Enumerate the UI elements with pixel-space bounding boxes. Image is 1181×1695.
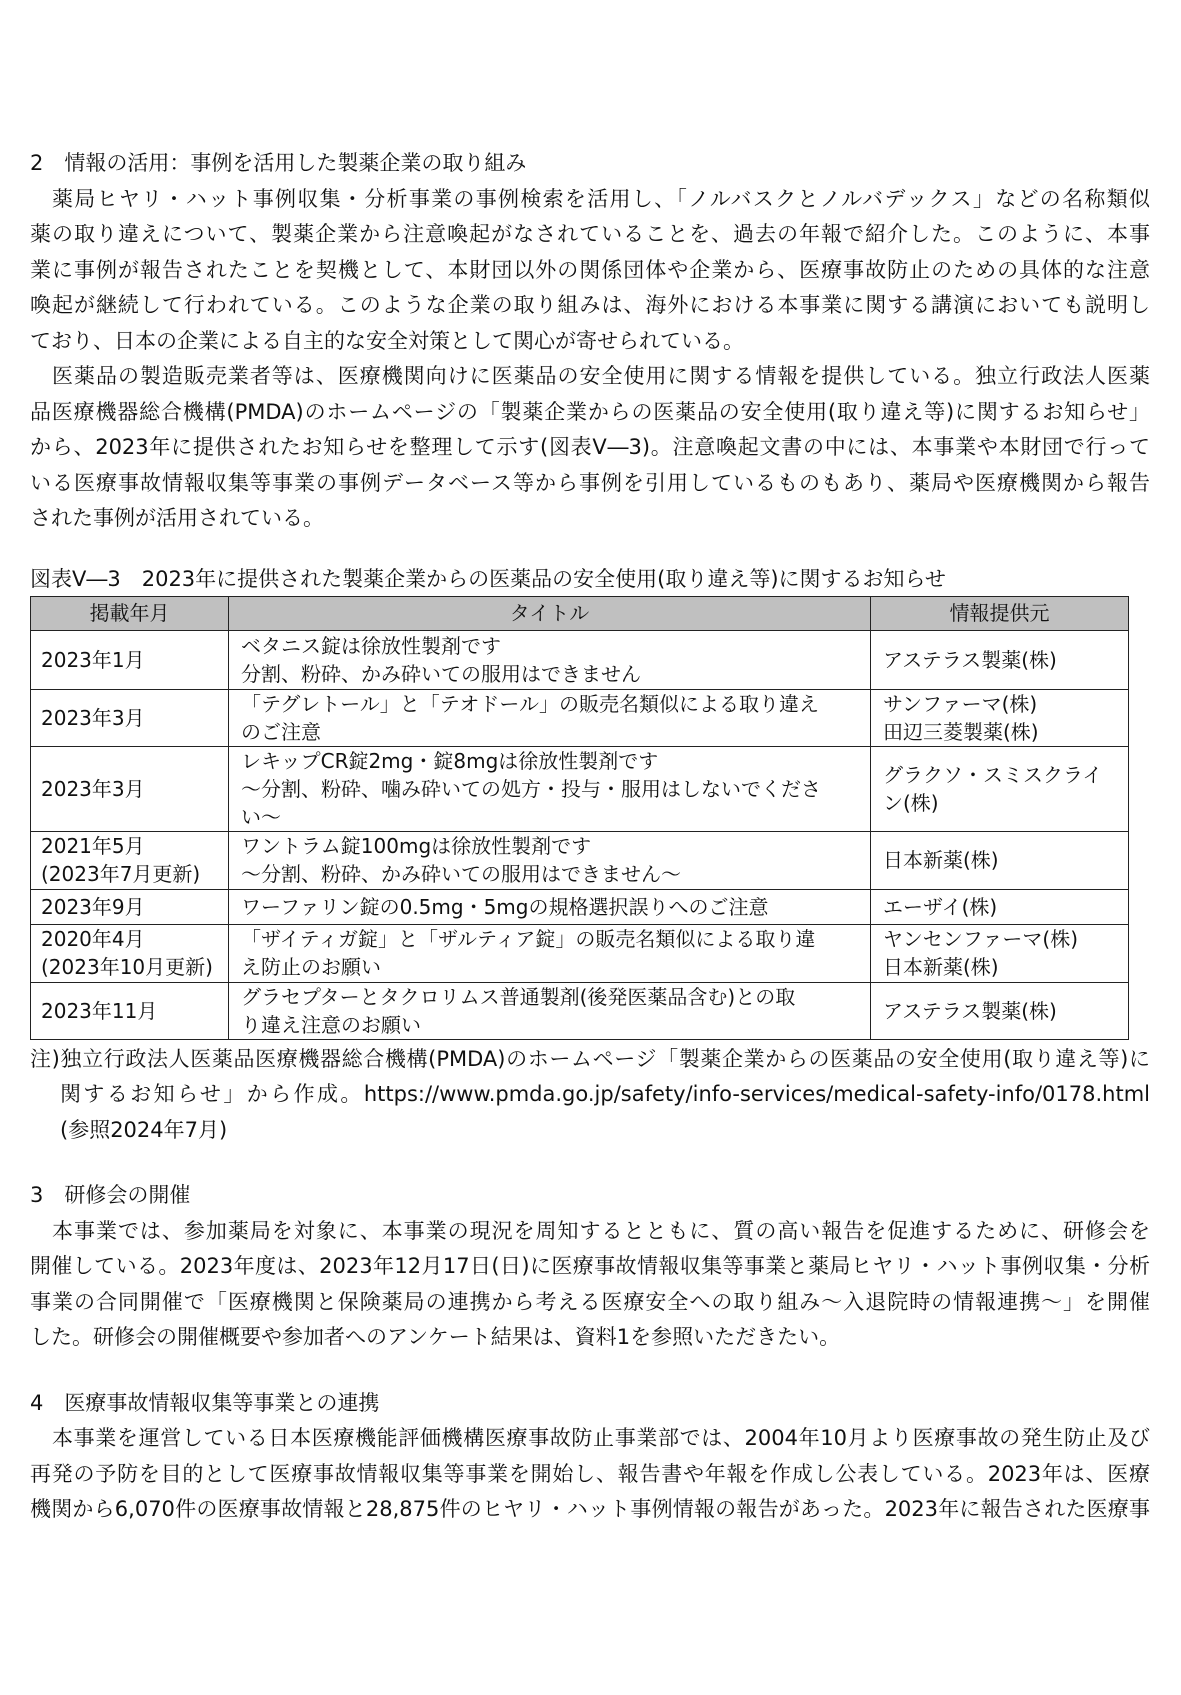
source-cell <box>871 889 1129 924</box>
table-row <box>31 924 1129 982</box>
header-date: 掲載年月 <box>31 596 229 630</box>
table-header-row <box>31 596 1129 630</box>
date-cell <box>31 746 229 831</box>
title-cell-line: レキップCR錠2mg・錠8mgは徐放性製剤です <box>241 748 659 773</box>
section-3-paragraph <box>30 1214 1150 1356</box>
source-cell-line: ヤンセンファーマ(株) <box>883 927 1079 951</box>
section-4-heading: 4 医療事故情報収集等事業との連携 <box>30 1390 380 1415</box>
title-cell-line: え防止のお願い <box>241 955 381 979</box>
text-line: いる医療事故情報収集等事業の事例データベース等から事例を引用しているものもあり、薬局や医療機関から報告 <box>30 470 1150 495</box>
table-row <box>31 630 1129 689</box>
title-cell-line: ベタニス錠は徐放性製剤です <box>241 633 501 658</box>
text-line: 医薬品の製造販売業者等は、医療機関向けに医薬品の安全使用に関する情報を提供している。独立行政法人医薬 <box>52 364 1150 388</box>
section-2-paragraph-1 <box>30 182 1150 360</box>
title-cell <box>229 831 871 889</box>
text-line: ており、日本の企業による自主的な安全対策として関心が寄せられている。 <box>30 328 744 353</box>
title-cell-line: 「テグレトール」と「テオドール」の販売名類似による取り違え <box>241 691 819 716</box>
title-cell-line: ワントラム錠100mgは徐放性製剤です <box>241 834 592 858</box>
source-cell <box>871 831 1129 889</box>
title-cell <box>229 924 871 982</box>
date-cell-line: 2023年9月 <box>41 894 145 919</box>
date-cell <box>31 831 229 889</box>
text-line: された事例が活用されている。 <box>30 506 324 530</box>
title-cell-line: ～分割、粉砕、噛み砕いての処方・投与・服用はしないでくださ <box>241 776 821 801</box>
date-cell-line: 2023年11月 <box>41 998 158 1023</box>
source-cell <box>871 982 1129 1039</box>
text-line: から、2023年に提供されたお知らせを整理して示す(図表Ⅴ―3)。注意喚起文書の中には、本事業や本財団で行って <box>30 435 1150 459</box>
date-cell-line: 2023年1月 <box>41 647 145 672</box>
title-cell-line: 分割、粉砕、かみ砕いての服用はできません <box>241 661 641 686</box>
source-cell-line: 日本新薬(株) <box>883 848 999 872</box>
title-cell <box>229 982 871 1039</box>
source-cell <box>871 630 1129 689</box>
source-cell-line: 田辺三菱製薬(株) <box>883 719 1039 744</box>
source-cell-line: アステラス製薬(株) <box>883 998 1057 1023</box>
source-cell <box>871 689 1129 746</box>
text-line: 本事業を運営している日本医療機能評価機構医療事故防止事業部では、2004年10月より医療事故の発生防止及び <box>52 1426 1150 1450</box>
source-cell-line: グラクソ・スミスクライ <box>883 762 1103 787</box>
title-cell-line: ワーファリン錠の0.5mg・5mgの規格選択誤りへのご注意 <box>241 894 769 919</box>
title-cell-line: り違え注意のお願い <box>241 1012 421 1037</box>
source-cell-line: アステラス製薬(株) <box>883 647 1057 672</box>
table-row <box>31 746 1129 831</box>
text-line: 薬局ヒヤリ・ハット事例収集・分析事業の事例検索を活用し、「ノルバスクとノルバデックス」などの名称類似 <box>52 186 1150 211</box>
date-cell <box>31 924 229 982</box>
date-cell-line: 2023年3月 <box>41 776 145 801</box>
date-cell <box>31 982 229 1039</box>
title-cell-line: 「ザイティガ錠」と「ザルティア錠」の販売名類似による取り違 <box>241 927 816 951</box>
note-line: 注)独立行政法人医薬品医療機器総合機構(PMDA)のホームページ「製薬企業からの医薬品の安全使用(取り違え等)に <box>30 1046 1150 1071</box>
text-line: 本事業では、参加薬局を対象に、本事業の現況を周知するとともに、質の高い報告を促進するために、研修会を <box>52 1218 1150 1243</box>
date-cell <box>31 689 229 746</box>
note-line: (参照2024年7月) <box>60 1117 228 1142</box>
table-row <box>31 689 1129 746</box>
date-cell-line: 2021年5月 <box>41 834 145 858</box>
text-line: 事業の合同開催で「医療機関と保険薬局の連携から考える医療安全への取り組み～入退院時の情報連携～」を開催 <box>30 1289 1150 1314</box>
note-line: 関するお知らせ」から作成。https://www.pmda.go.jp/safety/info-services/medical-safety-info/0178.html <box>60 1082 1150 1106</box>
date-cell-line: (2023年7月更新) <box>41 862 201 886</box>
header-title: タイトル <box>229 596 871 630</box>
section-3-heading: 3 研修会の開催 <box>30 1183 191 1207</box>
title-cell-line: い～ <box>241 804 281 829</box>
date-cell <box>31 889 229 924</box>
text-line: 機関から6,070件の医療事故情報と28,875件のヒヤリ・ハット事例情報の報告があった。2023年に報告された医療事 <box>30 1497 1150 1521</box>
header-source: 情報提供元 <box>871 596 1129 630</box>
source-cell <box>871 746 1129 831</box>
text-line: 薬の取り違えについて、製薬企業から注意喚起がなされていることを、過去の年報で紹介した。このように、本事 <box>30 222 1150 246</box>
section-2-heading: 2 情報の活用：事例を活用した製薬企業の取り組み <box>30 151 527 175</box>
source-cell-line: サンファーマ(株) <box>883 691 1038 716</box>
title-cell <box>229 689 871 746</box>
table-caption: 図表Ⅴ―3 2023年に提供された製薬企業からの医薬品の安全使用(取り違え等)に関するお知らせ <box>30 566 946 591</box>
table-row <box>31 889 1129 924</box>
source-cell-line: 日本新薬(株) <box>883 955 999 979</box>
title-cell <box>229 889 871 924</box>
table-row <box>31 982 1129 1039</box>
text-line: 再発の予防を目的として医療事故情報収集等事業を開始し、報告書や年報を作成し公表している。2023年は、医療 <box>30 1461 1150 1486</box>
source-cell <box>871 924 1129 982</box>
title-cell <box>229 746 871 831</box>
table-row <box>31 831 1129 889</box>
title-cell-line: のご注意 <box>241 719 321 744</box>
date-cell-line: 2023年3月 <box>41 705 145 730</box>
section-2-paragraph-2 <box>30 359 1150 537</box>
date-cell-line: 2020年4月 <box>41 927 145 951</box>
section-4-paragraph <box>30 1421 1150 1528</box>
date-cell <box>31 630 229 689</box>
text-line: した。研修会の開催概要や参加者へのアンケート結果は、資料1を参照いただきたい。 <box>30 1325 841 1349</box>
title-cell-line: グラセプターとタクロリムス普通製剤(後発医薬品含む)との取 <box>241 984 796 1009</box>
date-cell-line: (2023年10月更新) <box>41 955 213 979</box>
table-note <box>30 1042 1150 1149</box>
title-cell <box>229 630 871 689</box>
source-cell-line: エーザイ(株) <box>883 894 998 919</box>
text-line: 業に事例が報告されたことを契機として、本財団以外の関係団体や企業から、医療事故防止のための具体的な注意 <box>30 257 1150 282</box>
document-page <box>30 146 1150 1528</box>
title-cell-line: ～分割、粉砕、かみ砕いての服用はできません～ <box>241 862 681 886</box>
source-cell-line: ン(株) <box>883 790 939 815</box>
notices-table <box>30 596 1129 1040</box>
text-line: 品医療機器総合機構(PMDA)のホームページの「製薬企業からの医薬品の安全使用(取り違え等)に関するお知らせ」 <box>30 399 1150 424</box>
text-line: 喚起が継続して行われている。このような企業の取り組みは、海外における本事業に関する講演においても説明し <box>30 293 1150 317</box>
text-line: 開催している。2023年度は、2023年12月17日(日)に医療事故情報収集等事業と薬局ヒヤリ・ハット事例収集・分析 <box>30 1254 1150 1278</box>
